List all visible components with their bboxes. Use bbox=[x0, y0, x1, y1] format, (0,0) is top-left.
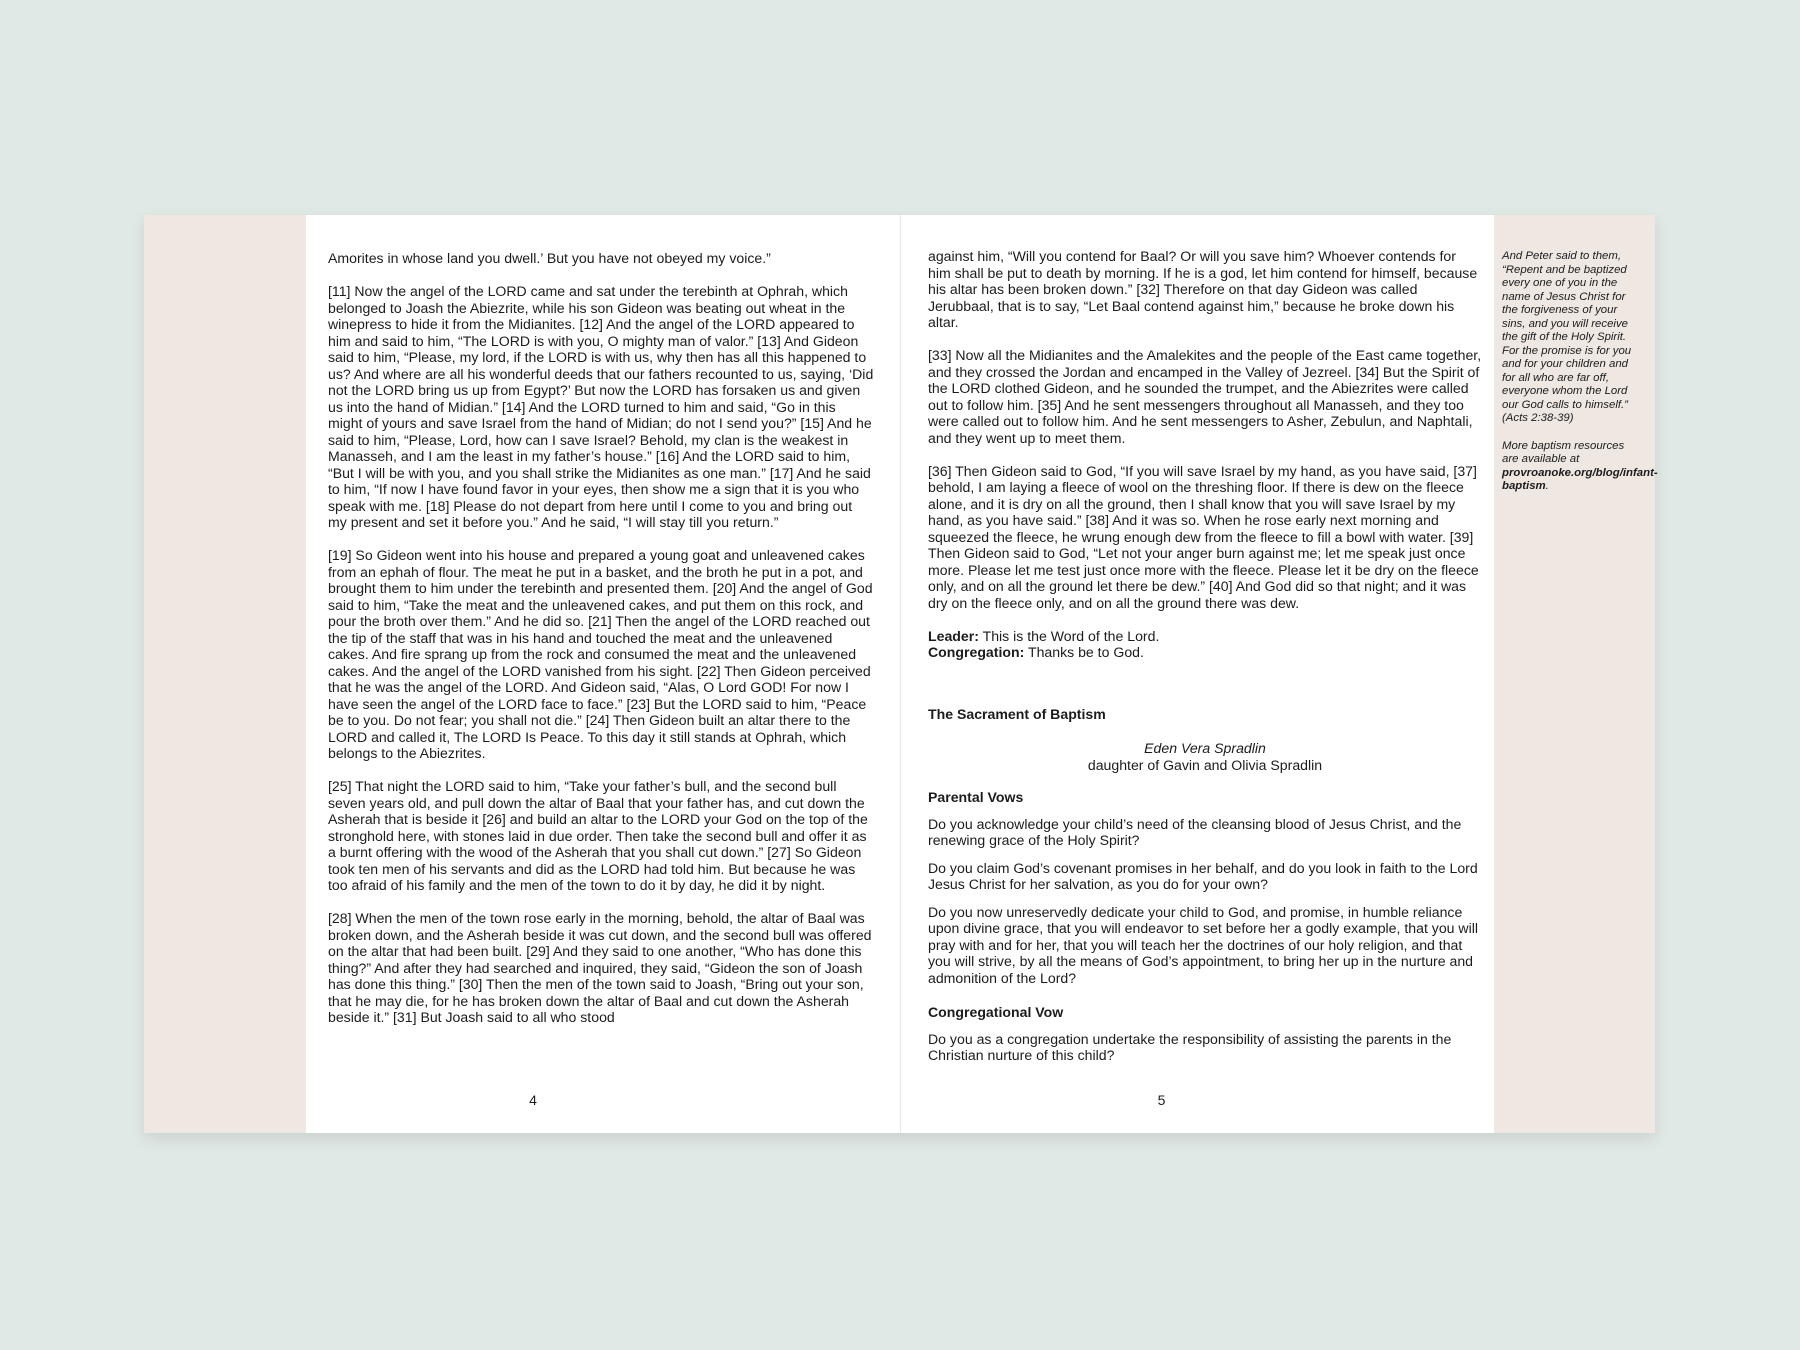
parental-vow: Do you now unreservedly dedicate your child to God, and promise, in humble reliance upon divine grace, that you will endeavor to set before her a godly example, that you will pray with and for her, that you will teach her the doctrines of our holy religion, and that you will strive, by all the means of God’s appointment, to bring her up in the nurture and admonition of the Lord? bbox=[928, 903, 1478, 986]
page-4 bbox=[306, 215, 900, 1133]
bulletin-spread bbox=[144, 215, 1658, 1133]
congregational-vow: Do you as a congregation undertake the responsibility of assisting the parents in the Christian nurture of this child? bbox=[928, 1030, 1452, 1063]
child-parents: daughter of Gavin and Olivia Spradlin bbox=[1087, 756, 1323, 773]
page-4-text bbox=[328, 250, 874, 1026]
resources-end: . bbox=[1545, 480, 1549, 492]
leader-label: Leader: bbox=[928, 627, 979, 644]
liturgical-response bbox=[928, 628, 1482, 661]
congregation-label: Congregation: bbox=[928, 644, 1025, 660]
scripture-paragraph: against him, “Will you contend for Baal? Or will you save him? Whoever contends for him shall be put to death by morning. If he is a god, let him contend for himself, because his altar has been broken down.” [32] Therefore on that day Gideon was called Jerubbaal, that is to say, “Let Baal contend against him,” because he broke down his altar. bbox=[928, 248, 1478, 330]
parental-vow: Do you claim God’s covenant promises in her behalf, and do you look in faith to the Lord Jesus Christ for her salvation, as you do for your own? bbox=[928, 859, 1478, 892]
scripture-paragraph: [19] So Gideon went into his house and prepared a young goat and unleavened cakes from an ephah of flour. The meat he put in a basket, and the broth he put in a pot, and brought them to him under the terebinth and presented them. [20] And the angel of God said to him, “Take the meat and the unleavened cakes, and put them on this rock, and pour the broth over them.” And he did so. [21] Then the angel of the LORD reached out the tip of the staff that was in his hand and touched the meat and the unleavened cakes. And fire sprang up from the rock and consumed the meat and the unleavened cakes. And the angel of the LORD vanished from his sight. [22] Then Gideon perceived that he was the angel of the LORD. And Gideon said, “Alas, O Lord GOD! For now I have seen the angel of the LORD face to face.” [23] But the LORD said to him, “Peace be to you. Do not fear; you shall not die.” [24] Then Gideon built an altar there to the LORD and called it, The LORD Is Peace. To this day it still stands at Ophrah, which belongs to the Abiezrites. bbox=[328, 547, 873, 761]
scripture-paragraph: [11] Now the angel of the LORD came and sat under the terebinth at Ophrah, which belonged to Joash the Abiezrite, while his son Gideon was beating out wheat in the winepress to hide it from the Midianites. [12] And the angel of the LORD appeared to him and said to him, “The LORD is with you, O mighty man of valor.” [13] And Gideon said to him, “Please, my lord, if the LORD is with us, why then has all this happened to us? And where are all his wonderful deeds that our fathers recounted to us, saying, ‘Did not the LORD bring us up from Egypt?’ But now the LORD has forsaken us and given us into the hand of Midian.” [14] And the LORD turned to him and said, “Go in this might of yours and save Israel from the hand of Midian; do not I send you?” [15] And he said to him, “Please, Lord, how can I save Israel? Behold, my clan is the weakest in Manasseh, and I am the least in my father’s house.” [16] And the LORD said to him, “But I will be with you, and you shall strike the Midianites as one man.” [17] And he said to him, “If now I have found favor in your eyes, then show me a sign that it is you who speak with me. [18] Please do not depart from here until I come to you and bring out my present and set it before you.” And he said, “I will stay till you return.” bbox=[328, 283, 874, 530]
sidebar-resources bbox=[1502, 439, 1658, 494]
leader-text: This is the Word of the Lord. bbox=[978, 627, 1160, 644]
scripture-paragraph: Amorites in whose land you dwell.’ But you have not obeyed my voice.” bbox=[328, 250, 771, 266]
page-5-text bbox=[928, 248, 1482, 1064]
resources-link[interactable]: provroanoke.org/blog/infant-baptism bbox=[1502, 466, 1658, 492]
resources-text: More baptism resources are available at bbox=[1502, 439, 1625, 465]
left-margin-panel bbox=[144, 215, 306, 1133]
child-block bbox=[928, 740, 1482, 773]
scripture-paragraph: [25] That night the LORD said to him, “Take your father’s bull, and the second bull seven years old, and pull down the altar of Baal that your father has, and cut down the Asherah that is beside it [26] and build an altar to the LORD your God on the top of the stronghold here, with stones laid in due order. Then take the second bull and offer it as a burnt offering with the wood of the Asherah that you shall cut down.” [27] So Gideon took ten men of his servants and did as the LORD had told him. But because he was too afraid of his family and the men of the town to do it by day, he did it by night. bbox=[328, 778, 868, 893]
parental-vows-heading: Parental Vows bbox=[928, 789, 1024, 805]
scripture-paragraph: [36] Then Gideon said to God, “If you will save Israel by my hand, as you have said, [37] behold, I am laying a fleece of wool on the threshing floor. If there is dew on the fleece alone, and it is dry on all the ground, then I shall know that you will save Israel by my hand, as you have said.” [38] And it was so. When he rose early next morning and squeezed the fleece, he wrung enough dew from the fleece to fill a bowl with water. [39] Then Gideon said to God, “Let not your anger burn against me; let me speak just once more. Please let me test just once more with the fleece. Please let it be dry on the fleece only, and on all the ground let there be dew.” [40] And God did so that night; and it was dry on the fleece only, and on all the ground there was dew. bbox=[928, 462, 1479, 611]
scripture-paragraph: [28] When the men of the town rose early in the morning, behold, the altar of Baal was broken down, and the Asherah beside it was cut down, and the second bull was offered on the altar that had been built. [29] And they said to one another, “Who has done this thing?” And after they had searched and inquired, they said, “Gideon the son of Joash has done this thing.” [30] Then the men of the town said to Joash, “Bring out your son, that he may die, for he has broken down the altar of Baal and cut down the Asherah beside it.” [31] But Joash said to all who stood bbox=[328, 910, 872, 1025]
sacrament-title: The Sacrament of Baptism bbox=[928, 705, 1106, 722]
child-name: Eden Vera Spradlin bbox=[1144, 740, 1266, 756]
parental-vow: Do you acknowledge your child’s need of the cleansing blood of Jesus Christ, and the renewing grace of the Holy Spirit? bbox=[928, 815, 1462, 848]
congregational-vow-heading: Congregational Vow bbox=[928, 1004, 1064, 1020]
page-number: 5 bbox=[1157, 1092, 1166, 1108]
sidebar-note bbox=[1502, 250, 1658, 508]
sidebar-quote: And Peter said to them, “Repent and be baptized every one of you in the name of Jesus Christ for the forgiveness of your sins, and you will receive the gift of the Holy Spirit. For the promise is for you and for your children and for all who are far off, everyone whom the Lord our God calls to himself.” (Acts 2:38-39) bbox=[1502, 250, 1632, 424]
page-5 bbox=[900, 215, 1494, 1133]
page-number: 4 bbox=[529, 1092, 537, 1108]
scripture-paragraph: [33] Now all the Midianites and the Amalekites and the people of the East came together, and they crossed the Jordan and encamped in the Valley of Jezreel. [34] But the Spirit of the LORD clothed Gideon, and he sounded the trumpet, and the Abiezrites were called out to follow him. [35] And he sent messengers throughout all Manasseh, and they too were called out to follow him. And he sent messengers to Asher, Zebulun, and Naphtali, and they went up to meet them. bbox=[928, 347, 1482, 446]
congregation-text: Thanks be to God. bbox=[1024, 644, 1144, 660]
